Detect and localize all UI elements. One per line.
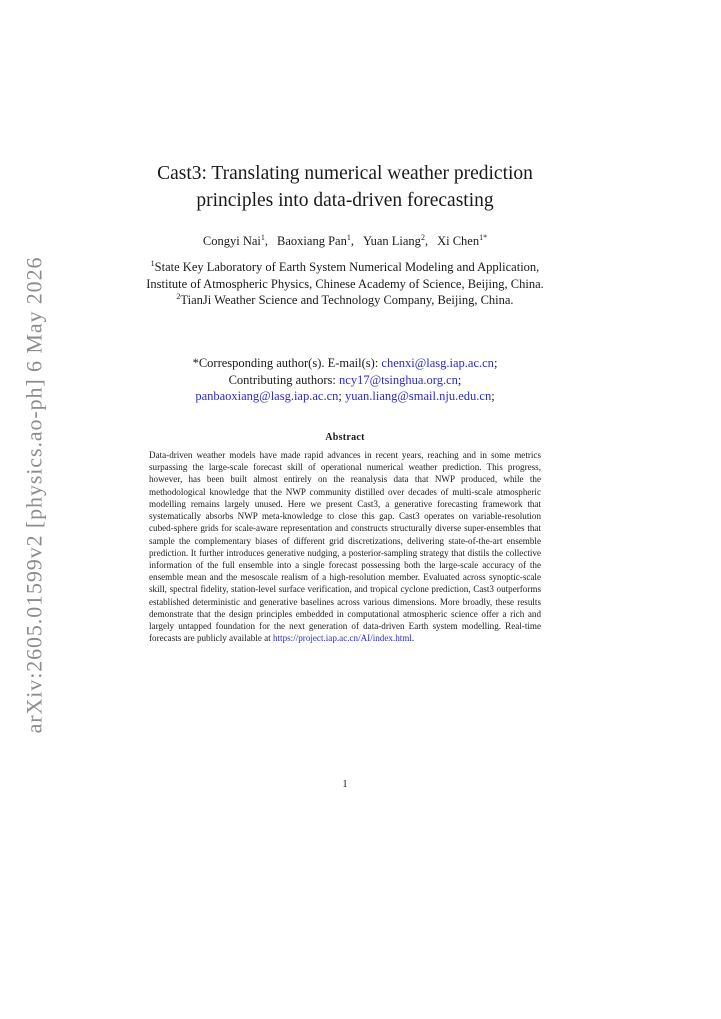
author-affiliation-mark: 1: [346, 233, 351, 242]
contributing-email-link[interactable]: panbaoxiang@lasg.iap.ac.cn: [195, 389, 339, 403]
affiliation-text: TianJi Weather Science and Technology Company, Beijing, China.: [180, 293, 514, 307]
author-name: Congyi Nai: [202, 234, 261, 248]
arxiv-identifier: [18, 256, 50, 734]
abstract-end-punctuation: .: [411, 633, 415, 644]
author-list: Congyi Nai$^1$, Baoxiang Pan$^1$, Yuan Liang$^2$, Xi Chen$^{1*}$: [202, 233, 488, 248]
corresponding-email-link[interactable]: chenxi@lasg.iap.ac.cn: [381, 356, 494, 370]
contributing-email-link[interactable]: ncy17@tsinghua.org.cn: [339, 372, 458, 387]
author-name: Yuan Liang: [362, 234, 421, 248]
paper-title: [120, 160, 570, 214]
affiliation-mark: 2: [176, 292, 181, 301]
author-name: Baoxiang Pan: [277, 234, 347, 248]
corresponding-line: *Corresponding author(s). E-mail(s): chenxi@lasg.iap.ac.cn;: [192, 356, 498, 370]
affiliation-text: State Key Laboratory of Earth System Numerical Modeling and Application, Institute of Atmospheric Physics, Chinese Academy of Science, Beijing, China.: [146, 260, 544, 291]
contributing-line: Contributing authors: ncy17@tsinghua.org.cn;: [228, 372, 462, 387]
abstract-body: [149, 449, 541, 645]
contributing-email-link[interactable]: yuan.liang@smail.nju.edu.cn: [344, 389, 492, 403]
abstract-text: Data-driven weather models have made rapid advances in recent years, reaching and in some metrics surpassing the large-scale forecast skill of operational numerical weather prediction. This progress, however, has been built almost entirely on the reanalysis data that NWP produced, while the methodological knowledge that the NWP community distilled over decades of multi-scale atmospheric modelling remains largely unused. Here we present Cast3, a generative forecasting framework that systematically absorbs NWP meta-knowledge to close this gap. Cast3 operates on variable-resolution cubed-sphere grids for scale-aware representation and constructs structurally diverse super-ensembles that sample the complementary biases of different grid discretizations, delivering state-of-the-art ensemble prediction. It further introduces generative nudging, a posterior-sampling strategy that distils the collective information of the full ensemble into a single forecast possessing both the large-scale accuracy of the ensemble mean and the mesoscale realism of a high-resolution member. Evaluated across synoptic-scale skill, spectral fidelity, station-level surface verification, and tropical cyclone prediction, Cast3 outperforms established deterministic and generative baselines across various dimensions. More broadly, these results demonstrate that the design principles embedded in computational atmospheric science offer a rich and largely untapped foundation for the next generation of data-driven Earth system modelling. Real-time forecasts are publicly available at: [149, 450, 541, 644]
title-line-2: principles into data-driven forecasting: [196, 190, 494, 211]
author-affiliation-mark: 2: [420, 233, 425, 242]
contributing-line: panbaoxiang@lasg.iap.ac.cn; yuan.liang@smail.nju.edu.cn;: [195, 389, 495, 403]
author-affiliation-mark: 1: [260, 233, 265, 242]
affiliation-mark: 1: [150, 259, 155, 268]
corresponding-label: *Corresponding author(s). E-mail(s):: [192, 356, 379, 370]
affiliation-item: [140, 292, 550, 309]
author-affiliation-mark: 1*: [479, 233, 488, 242]
project-url-link[interactable]: https://project.iap.ac.cn/AI/index.html: [272, 633, 412, 644]
affiliation-item: [140, 259, 550, 292]
title-line-1: Cast3: Translating numerical weather prediction: [157, 163, 533, 184]
page-number: 1: [342, 779, 348, 790]
correspondence-block: [130, 355, 560, 405]
affiliations: [140, 259, 550, 309]
arxiv-identifier-text: arXiv:2605.01599v2 [physics.ao-ph] 6 May 2026: [21, 256, 46, 734]
contributing-label: Contributing authors:: [228, 372, 336, 387]
author-name: Xi Chen: [437, 234, 480, 248]
abstract-heading: Abstract: [325, 432, 365, 443]
